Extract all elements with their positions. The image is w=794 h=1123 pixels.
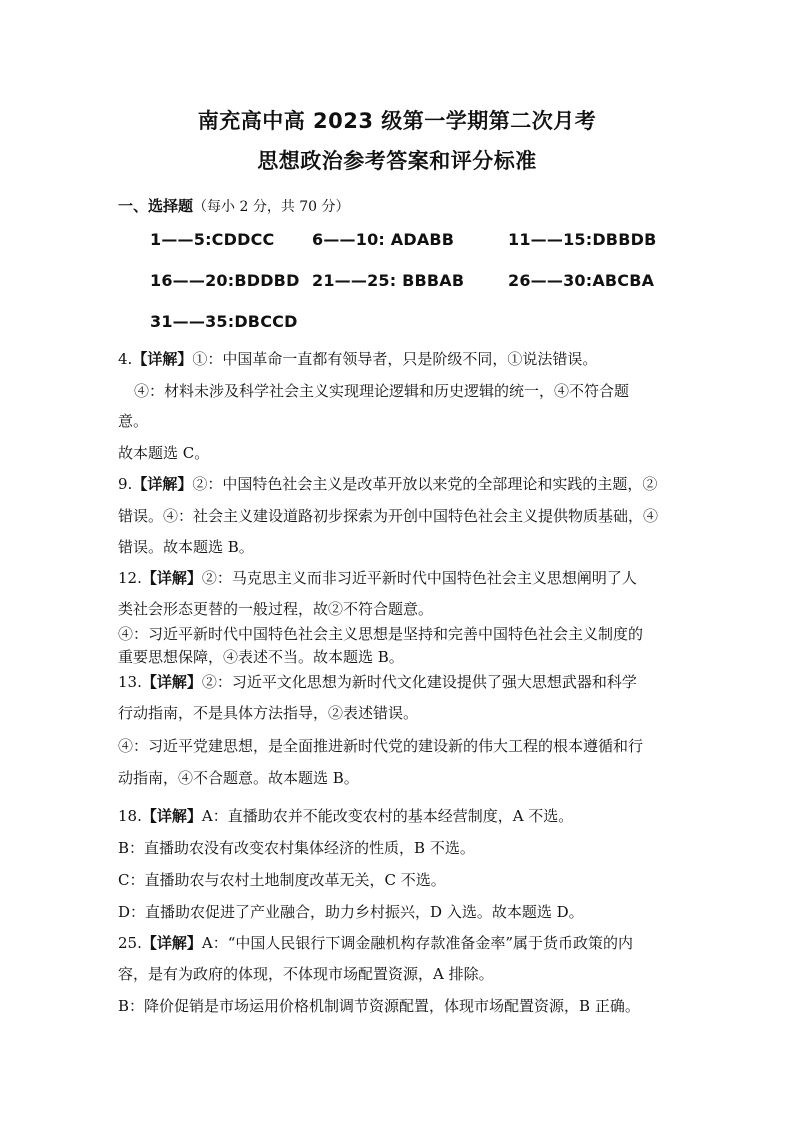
exp12-tag: 【详解】 <box>141 569 202 587</box>
exp4-number: 4. <box>118 350 133 368</box>
exp18-number: 18. <box>118 807 142 825</box>
section-score-note: （每小 2 分，共 70 分） <box>193 199 350 215</box>
section-heading <box>118 195 350 216</box>
answer-group-1-5: 1——5:CDDCC <box>150 230 275 249</box>
exp25-line2: 容，是有为政府的体现，不体现市场配置资源，A 排除。 <box>118 965 494 983</box>
exp4-text1: ①：中国革命一直都有领导者，只是阶级不同，①说法错误。 <box>192 350 598 368</box>
exp13-line1 <box>118 671 698 692</box>
exp12-line2: 类社会形态更替的一般过程，故②不符合题意。 <box>118 600 434 618</box>
exp12-line1 <box>118 567 698 588</box>
answer-group-16-20: 16——20:BDDBD <box>150 271 300 290</box>
exp25-number: 25. <box>118 934 142 952</box>
exp12-line4: 重要思想保障，④表述不当。故本题选 B。 <box>118 648 404 666</box>
answer-group-21-25: 21——25: BBBAB <box>312 271 465 290</box>
exp18-line3: C：直播助农与农村土地制度改革无关，C 不选。 <box>118 871 446 889</box>
answer-key-title: 思想政治参考答案和评分标准 <box>257 149 537 173</box>
exp18-line1 <box>118 805 698 826</box>
exp4-line4: 故本题选 C。 <box>118 444 210 462</box>
exp9-number: 9. <box>118 475 133 493</box>
section-label: 一、选择题 <box>118 197 194 215</box>
exp13-line2: 行动指南，不是具体方法指导，②表述错误。 <box>118 704 419 722</box>
exp4-line3: 意。 <box>118 412 149 430</box>
answer-group-11-15: 11——15:DBBDB <box>508 230 657 249</box>
exp4-line1 <box>118 348 698 369</box>
exp25-line1 <box>118 932 698 953</box>
exp9-tag: 【详解】 <box>132 475 193 493</box>
exp4-tag: 【详解】 <box>132 350 193 368</box>
exp12-number: 12. <box>118 569 142 587</box>
exp13-line3: ④：习近平党建思想，是全面推进新时代党的建设新的伟大工程的根本遵循和行 <box>118 737 644 755</box>
exp25-text1: A：“中国人民银行下调金融机构存款准备金率”属于货币政策的内 <box>201 934 634 952</box>
exp13-tag: 【详解】 <box>141 673 202 691</box>
exp18-tag: 【详解】 <box>141 807 202 825</box>
exp13-text1: ②：习近平文化思想为新时代文化建设提供了强大思想武器和科学 <box>201 673 637 691</box>
exp25-line3: B：降价促销是市场运用价格机制调节资源配置，体现市场配置资源，B 正确。 <box>118 997 640 1015</box>
exp18-line4: D：直播助农促进了产业融合，助力乡村振兴，D 入选。故本题选 D。 <box>118 903 584 921</box>
exp4-line2: ④：材料未涉及科学社会主义实现理论逻辑和历史逻辑的统一，④不符合题 <box>134 382 630 400</box>
exp9-line2: 错误。④：社会主义建设道路初步探索为开创中国特色社会主义提供物质基础，④ <box>118 507 659 525</box>
exp18-text1: A：直播助农并不能改变农村的基本经营制度，A 不选。 <box>201 807 574 825</box>
exp9-text1: ②：中国特色社会主义是改革开放以来党的全部理论和实践的主题，② <box>192 475 658 493</box>
exp12-text1: ②：马克思主义而非习近平新时代中国特色社会主义思想阐明了人 <box>201 569 637 587</box>
exam-title: 南充高中高 2023 级第一学期第二次月考 <box>197 109 597 133</box>
exp13-number: 13. <box>118 673 142 691</box>
exp9-line1 <box>118 473 698 494</box>
exp25-tag: 【详解】 <box>141 934 202 952</box>
exp9-line3: 错误。故本题选 B。 <box>118 538 254 556</box>
answer-group-31-35: 31——35:DBCCD <box>150 312 298 331</box>
answer-group-6-10: 6——10: ADABB <box>312 230 455 249</box>
exp12-line3: ④：习近平新时代中国特色社会主义思想是坚持和完善中国特色社会主义制度的 <box>118 625 644 643</box>
exp18-line2: B：直播助农没有改变农村集体经济的性质，B 不选。 <box>118 839 475 857</box>
answer-group-26-30: 26——30:ABCBA <box>508 271 655 290</box>
exp13-line4: 动指南，④不合题意。故本题选 B。 <box>118 769 359 787</box>
